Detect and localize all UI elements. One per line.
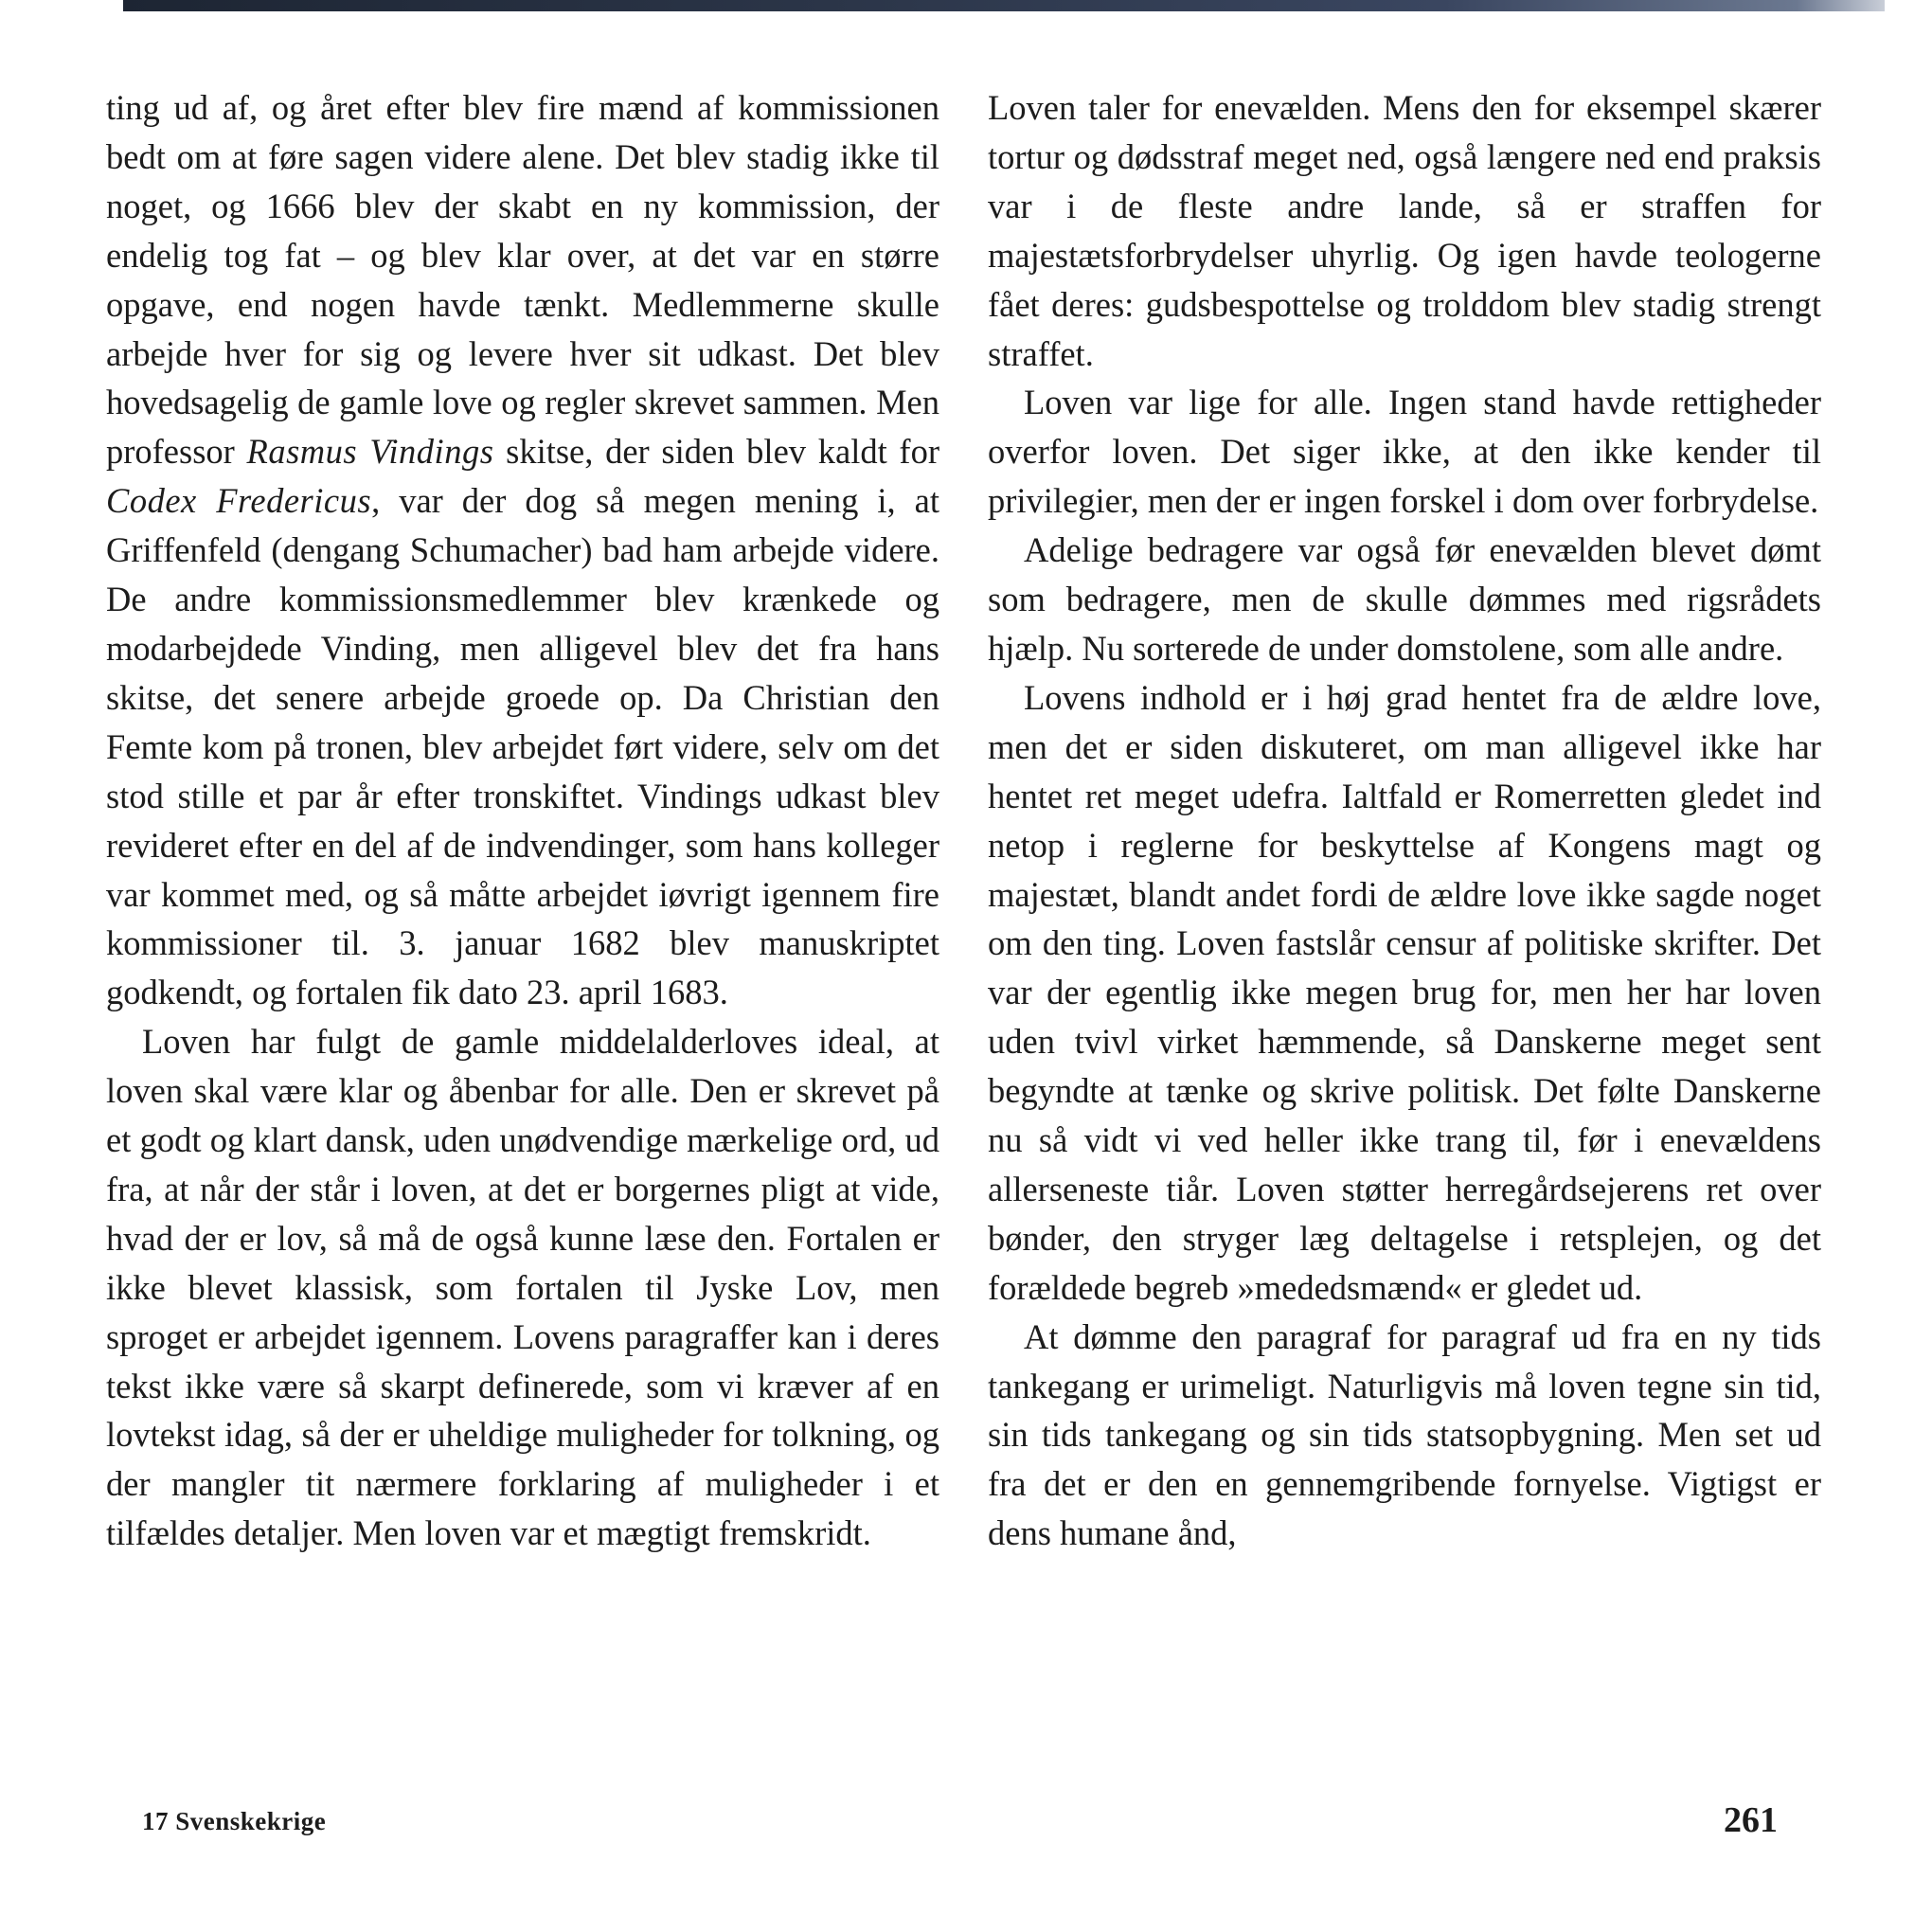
paragraph-right-3: Adelige bedragere var også før enevælden blevet dømt som bedragere, men de skulle dømmes med rigsrådets hjælp. Nu sorterede de under domstolene, som alle andre.: [988, 530, 1821, 668]
italic-name: Rasmus Vindings: [246, 432, 494, 472]
paragraph-left-2: Loven har fulgt de gamle middelalderloves ideal, at loven skal være klar og åbenbar for alle. Den er skrevet på et godt og klart dansk, uden unødvendige mærkelige ord, ud fra, at når der står i loven, at det er borgernes pligt at vide, hvad der er lov, så må de også kunne læse den. Fortalen er ikke blevet klassisk, som fortalen til Jyske Lov, men sproget er arbejdet igennem. Lovens paragraffer kan i deres tekst ikke være så skarpt definerede, som vi kræver af en lovtekst idag, så der er uheldige muligheder for tolkning, og der mangler tit nærmere forklaring af muligheder i et tilfældes detaljer. Men loven var et mægtigt fremskridt.: [106, 1022, 939, 1553]
top-edge-bar: [123, 0, 1885, 11]
italic-title: Codex Fredericus: [106, 481, 372, 521]
text-run: skitse, der siden blev kaldt for: [493, 432, 939, 472]
footer-signature: 17 Svenskekrige: [142, 1807, 327, 1835]
left-column: [106, 83, 939, 1558]
text-run: , var der dog så megen mening i, at Griffenfeld (dengang Schumacher) bad ham arbejde videre. De andre kommissionsmedlemmer blev krænkede og modarbejdede Vinding, men alligevel blev det fra hans skitse, det senere arbejde groede op. Da Christian den Femte kom på tronen, blev arbejdet ført videre, selv om det stod stille et par år efter tronskiftet. Vindings udkast blev revideret efter en del af de indvendinger, som hans kolleger var kommet med, og så måtte arbejdet iøvrigt igennem fire kommissioner til. 3. januar 1682 blev manuskriptet godkendt, og fortalen fik dato 23. april 1683.: [106, 481, 940, 1012]
page-number: 261: [1724, 1800, 1778, 1840]
text-run: ting ud af, og året efter blev fire mænd af kommissionen bedt om at føre sagen videre alene. Det blev stadig ikke til noget, og 1666 blev der skabt en ny kommission, der endelig tog fat – og blev klar over, at det var en større opgave, end nogen havde tænkt. Medlemmerne skulle arbejde hver for sig og levere hver sit udkast. Det blev hovedsagelig de gamle love og regler skrevet sammen. Men professor: [106, 88, 939, 472]
paragraph-right-2: Loven var lige for alle. Ingen stand havde rettigheder overfor loven. Det siger ikke, at den ikke kender til privilegier, men der er ingen forskel i dom over forbrydelse.: [988, 383, 1821, 521]
paragraph-right-5: At dømme den paragraf for paragraf ud fra en ny tids tankegang er urimeligt. Naturligvis må loven tegne sin tid, sin tids tankegang og sin tids statsopbygning. Men set ud fra det er den en gennemgribende fornyelse. Vigtigst er dens humane ånd,: [988, 1316, 1821, 1553]
paragraph-right-1: Loven taler for enevælden. Mens den for eksempel skærer tortur og dødsstraf meget ned, også længere ned end praksis var i de fleste andre lande, så er straffen for majestætsforbrydelser uhyrlig. Og igen havde teologerne fået deres: gudsbespottelse og trolddom blev stadig strengt straffet.: [988, 88, 1821, 373]
paragraph-left-1: [106, 83, 939, 1017]
paragraph-right-4: Lovens indhold er i høj grad hentet fra de ældre love, men det er siden diskuteret, om man alligevel ikke har hentet ret meget udefra. Ialtfald er Romerretten gledet ind netop i reglerne for beskyttelse af Kongens magt og majestæt, blandt andet fordi de ældre love ikke sagde noget om den ting. Loven fastslår censur af politiske skrifter. Det var der egentlig ikke megen brug for, men her har loven uden tvivl virket hæmmende, så Danskerne meget sent begyndte at tænke og skrive politisk. Det følte Danskerne nu så vidt vi ved heller ikke trang til, før i enevældens allerseneste tiår. Loven støtter herregårdsejerens ret over bønder, den stryger læg deltagelse i retsplejen, og det forældede begreb »mededsmænd« er gledet ud.: [988, 677, 1821, 1307]
right-column: [988, 83, 1821, 1558]
